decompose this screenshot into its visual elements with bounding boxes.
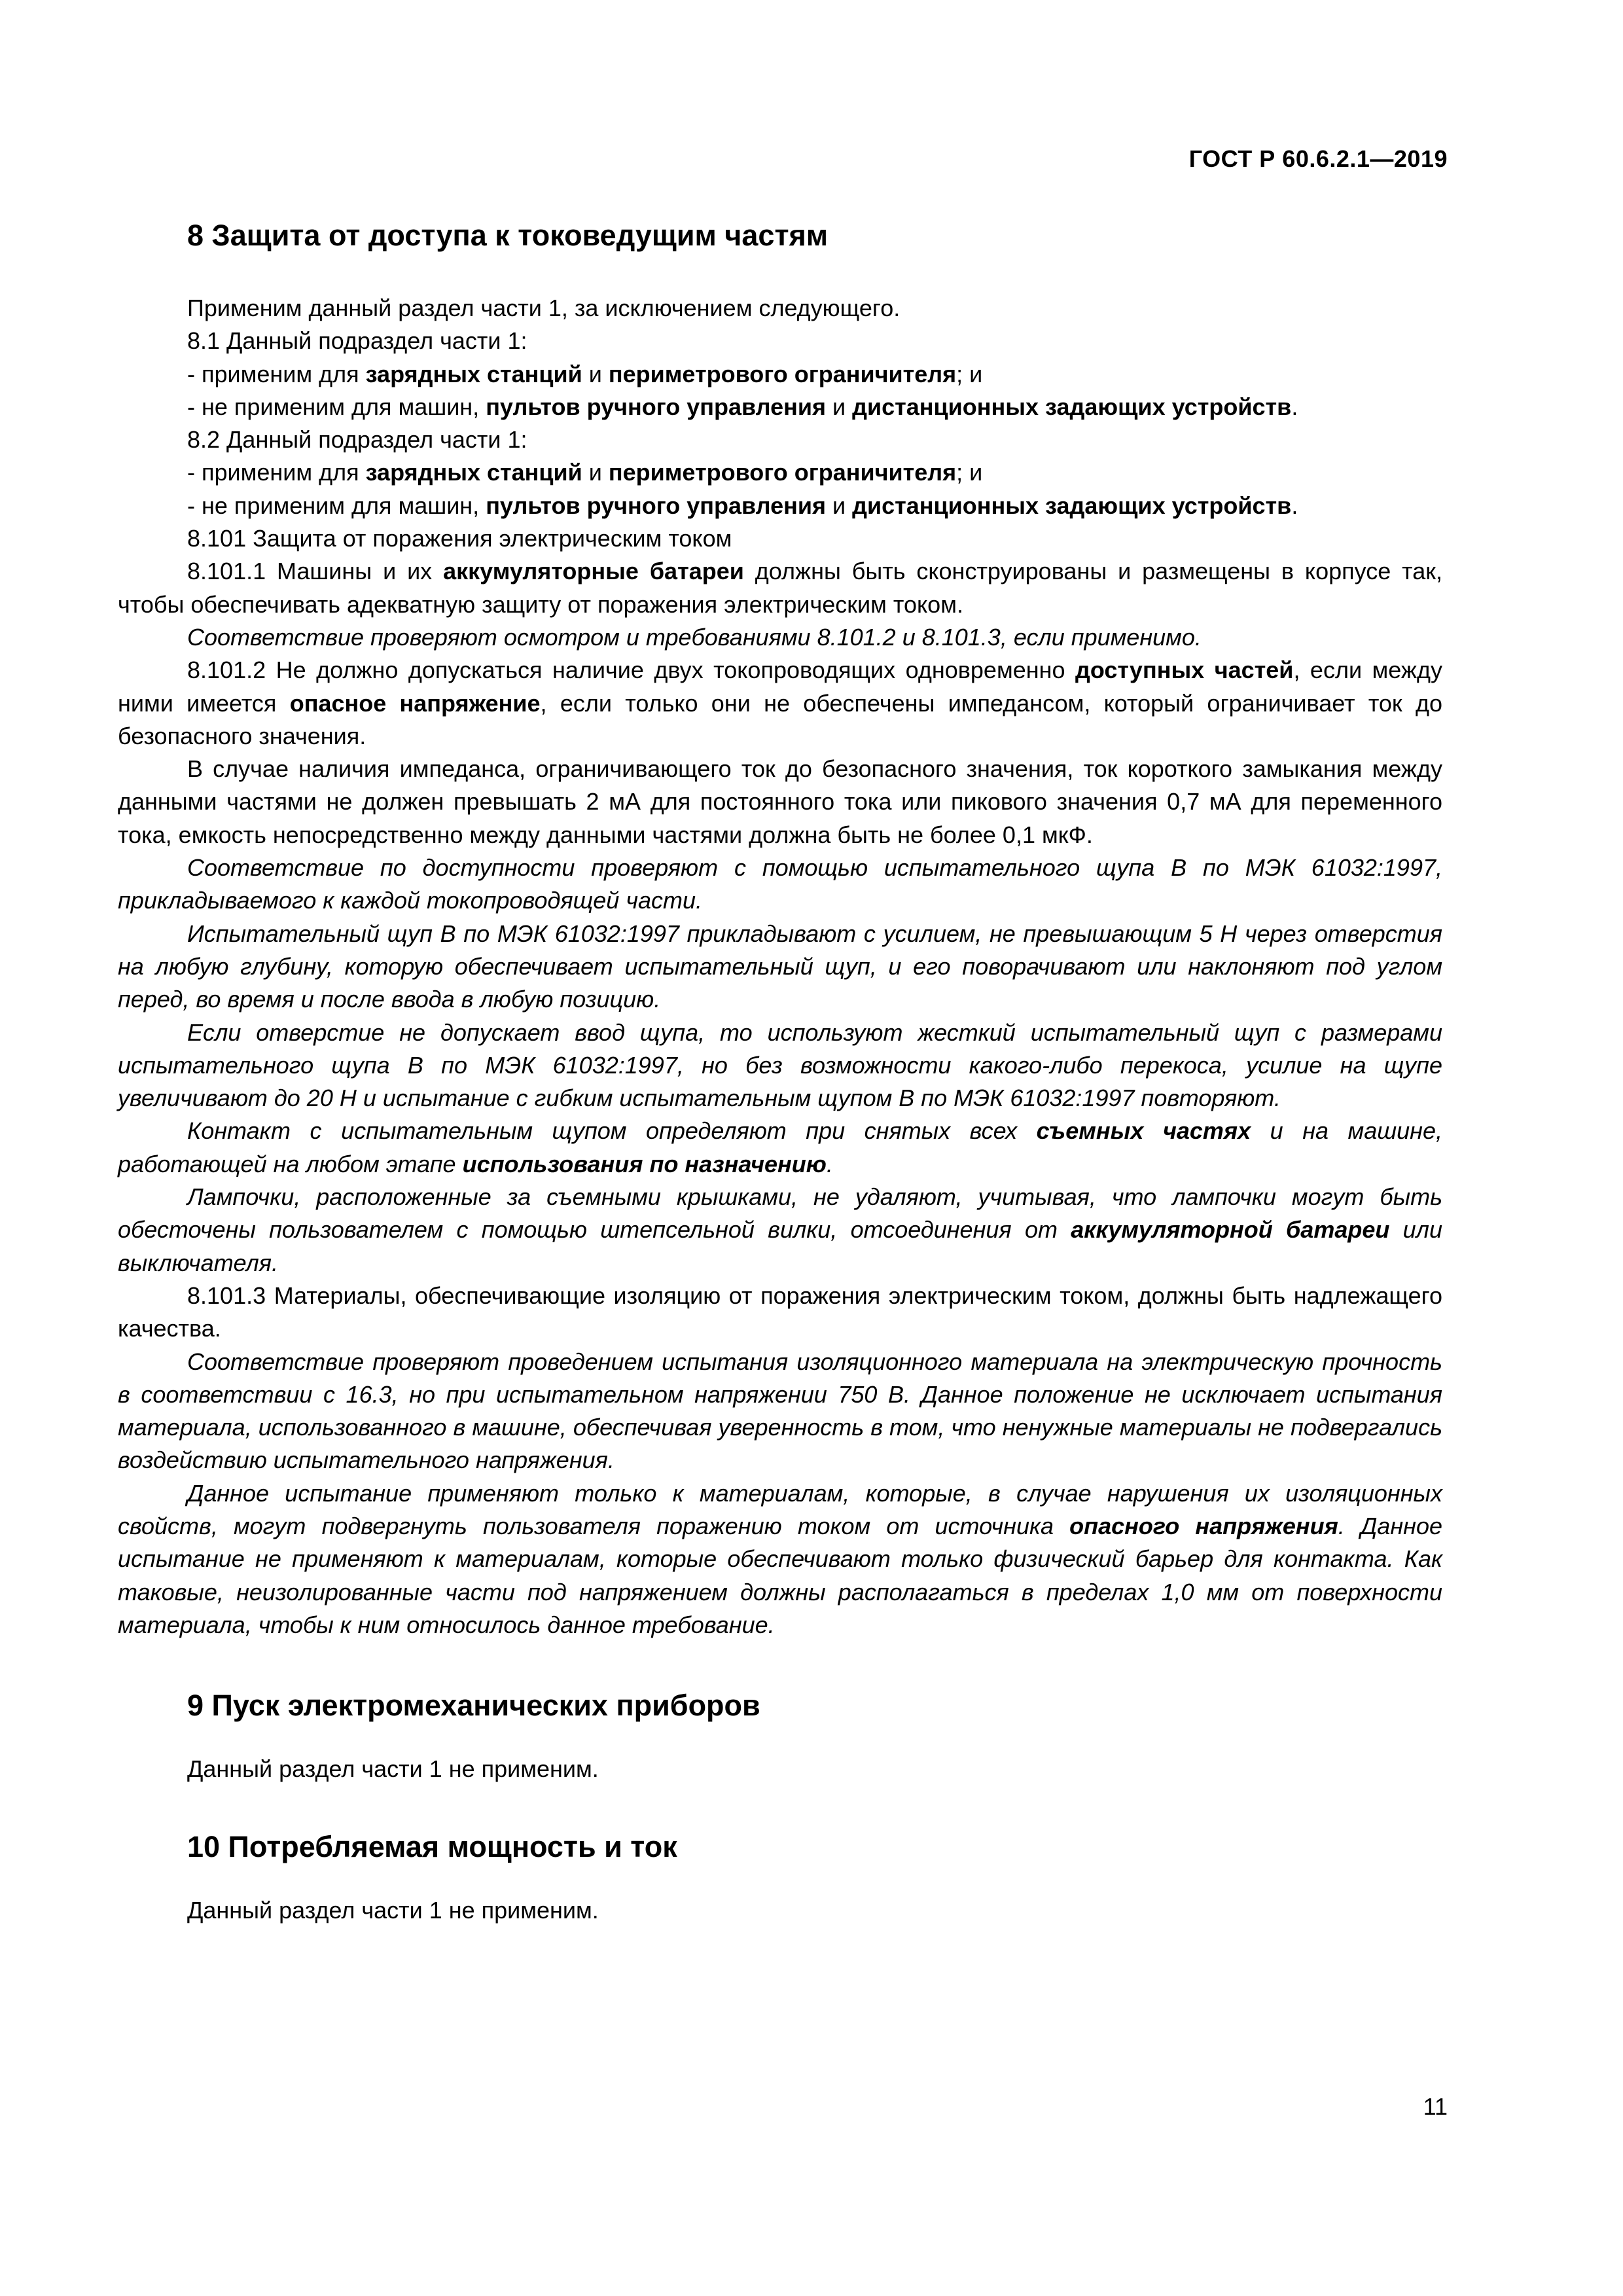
section-8-heading: 8 Защита от доступа к токоведущим частям <box>187 219 829 252</box>
section-10-heading: 10 Потребляемая мощность и ток <box>187 1830 677 1864</box>
paragraph: Данный раздел части 1 не применим. <box>187 1755 599 1783</box>
compliance-note: Испытательный щуп В по МЭК 61032:1997 прикладывают с усилием, не превышающим 5 Н через отверстия на любую глубину, которую обеспечивает испытательный щуп, и его поворачивают или наклоняют под углом перед, во время и после ввода в любую позицию. <box>118 920 1442 1013</box>
page-number: 11 <box>1423 2093 1448 2120</box>
compliance-note: Если отверстие не допускает ввод щупа, то используют жесткий испытательный щуп с размерами испытательного щупа В по МЭК 61032:1997, но без возможности какого-либо перекоса, усилие на щупе увеличивают до 20 Н и испытание с гибким испытательным щупом В по МЭК 61032:1997 повторяют. <box>118 1018 1442 1112</box>
paragraph: Данный раздел части 1 не применим. <box>187 1897 599 1924</box>
list-item: - не применим для машин, пультов ручного управления и дистанционных задающих устройств. <box>187 393 1298 420</box>
paragraph: Применим данный раздел части 1, за исключением следующего. <box>187 295 901 321</box>
list-item: - применим для зарядных станций и периметрового ограничителя; и <box>187 459 983 486</box>
compliance-note: Соответствие проверяют осмотром и требованиями 8.101.2 и 8.101.3, если применимо. <box>187 623 1202 651</box>
paragraph: В случае наличия импеданса, ограничивающего ток до безопасного значения, ток короткого замыкания между данными частями не должен превышать 2 мА для постоянного тока или пикового значения 0,7 мА для переменного тока, емкость непосредственно между данными частями должна быть не более 0,1 мкФ. <box>118 755 1442 848</box>
section-9-heading: 9 Пуск электромеханических приборов <box>187 1689 760 1723</box>
subsection-title: 8.101 Защита от поражения электрическим током <box>187 525 732 552</box>
compliance-note: Соответствие проверяют проведением испытания изоляционного материала на электрическую прочность в соответствии с 16.3, но при испытательном напряжении 750 В. Данное положение не исключает испытания материала, использованного в машине, обеспечивая уверенность в том, что ненужные материалы не подвергались воздействию испытательного напряжения. <box>118 1348 1442 1474</box>
compliance-note: Соответствие по доступности проверяют с помощью испытательного щупа В по МЭК 61032:1997, прикладываемого к каждой токопроводящей части. <box>118 854 1442 914</box>
compliance-note: Лампочки, расположенные за съемными крышками, не удаляют, учитывая, что лампочки могут быть обесточены пользователем с помощью штепсельной вилки, отсоединения от аккумуляторной батареи или выключателя. <box>118 1183 1442 1276</box>
paragraph: 8.1 Данный подраздел части 1: <box>187 327 527 355</box>
page-content <box>118 216 1442 1928</box>
compliance-note: Данное испытание применяют только к материалам, которые, в случае нарушения их изоляционных свойств, могут подвергнуть пользователя поражению током от источника опасного напряжения. Данное испытание не применяют к материалам, которые обеспечивают только физический барьер для контакта. Как таковые, неизолированные части под напряжением должны располагаться в пределах 1,0 мм от поверхности материала, чтобы к ним относилось данное требование. <box>118 1479 1442 1638</box>
document-code: ГОСТ Р 60.6.2.1—2019 <box>1188 145 1448 172</box>
list-item: - не применим для машин, пультов ручного управления и дистанционных задающих устройств. <box>187 492 1298 519</box>
compliance-note: Контакт с испытательным щупом определяют при снятых всех съемных частях и на машине, работающей на любом этапе использования по назначению. <box>118 1117 1442 1177</box>
paragraph: 8.101.2 Не должно допускаться наличие двух токопроводящих одновременно доступных частей, если между ними имеется опасное напряжение, если только они не обеспечены импедансом, который ограничивает ток до безопасного значения. <box>118 656 1443 749</box>
list-item: - применим для зарядных станций и периметрового ограничителя; и <box>187 360 983 387</box>
paragraph: 8.101.3 Материалы, обеспечивающие изоляцию от поражения электрическим током, должны быть надлежащего качества. <box>118 1282 1442 1342</box>
paragraph: 8.101.1 Машины и их аккумуляторные батареи должны быть сконструированы и размещены в корпусе так, чтобы обеспечивать адекватную защиту от поражения электрическим током. <box>118 558 1442 618</box>
paragraph: 8.2 Данный подраздел части 1: <box>187 426 527 454</box>
